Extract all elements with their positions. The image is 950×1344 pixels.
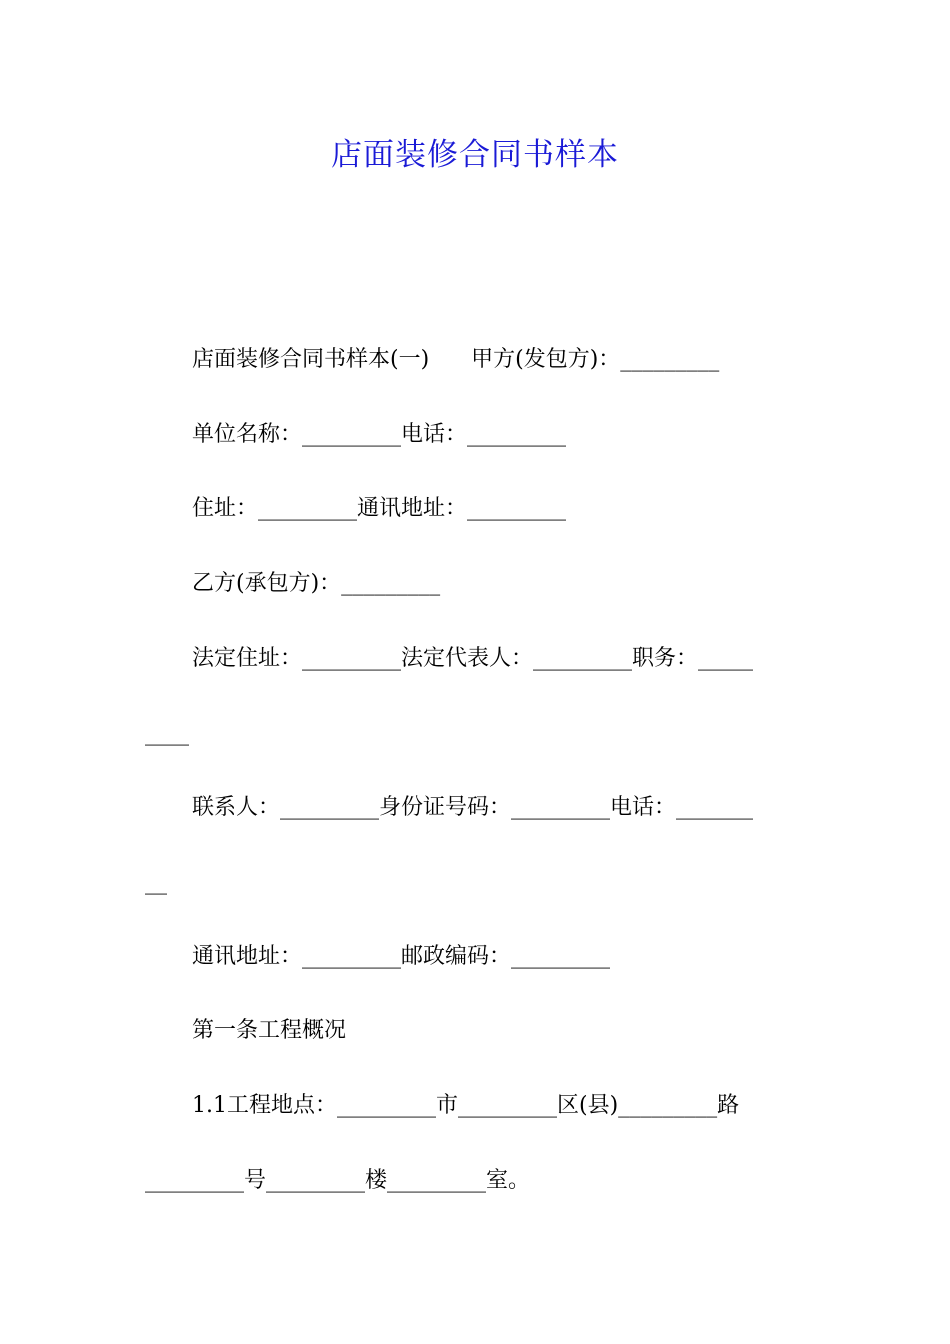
party-a-unit-phone-line: 单位名称：_________电话：_________ (192, 422, 567, 447)
document-title: 店面装修合同书样本 (331, 137, 619, 173)
project-location-line: 1.1工程地点：_________市_________区(县)_________路 (192, 1093, 740, 1118)
contact-person-line: 联系人：_________身份证号码：_________电话：_______ (192, 795, 754, 820)
party-b-legal-line: 法定住址：_________法定代表人：_________职务：_____ (192, 646, 754, 671)
party-b-line: 乙方(承包方)：_________ (192, 571, 441, 596)
project-location-line-continued: _________号_________楼_________室。 (145, 1168, 531, 1193)
mailing-address-postcode-line: 通讯地址：_________邮政编码：_________ (192, 944, 611, 969)
party-a-address-line: 住址：_________通讯地址：_________ (192, 496, 567, 521)
party-b-legal-line-continued: ____ (145, 721, 189, 746)
article-one-heading: 第一条工程概况 (192, 1018, 347, 1043)
contact-person-line-continued: __ (145, 870, 167, 895)
contract-header-party-a-line: 店面装修合同书样本(一) 甲方(发包方)：_________ (192, 347, 720, 372)
